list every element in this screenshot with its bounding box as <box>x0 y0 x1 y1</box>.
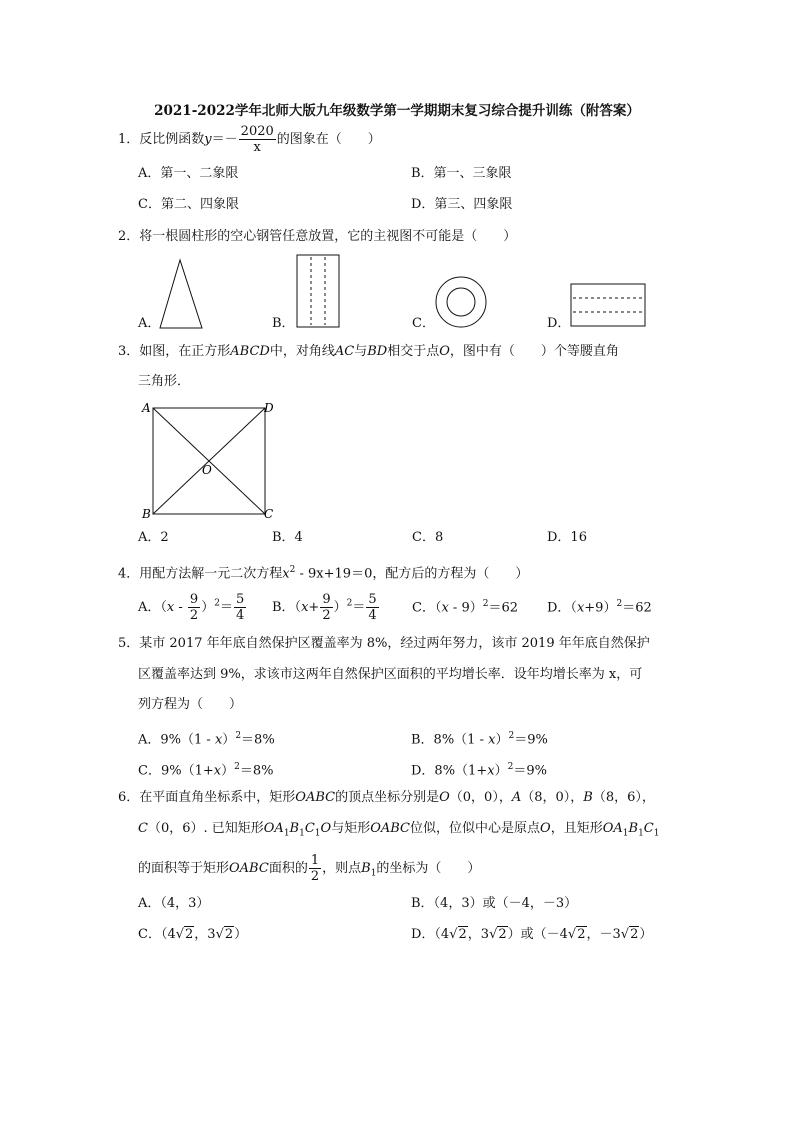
question-2-label-b: B． <box>272 316 295 331</box>
question-3-option-b: B．4 <box>272 530 303 545</box>
question-6-option-d: D．（4√2，3√2）或（－4√2，－3√2） <box>411 927 653 942</box>
question-6-option-c: C．（4√2，3√2） <box>138 927 248 942</box>
question-1-option-a: A．第一、二象限 <box>138 166 239 181</box>
question-6-stem-line-2: C（0，6）. 已知矩形$OA_1B_1C_1O$与矩形OABC位似，位似中心是原点O，且矩形$OA_1B_1C_1$ <box>138 821 660 839</box>
question-5-stem-line-1: 5．某市 2017 年年底自然保护区覆盖率为 8%，经过两年努力，该市 2019 年年底自然保护 <box>118 636 650 651</box>
question-3-option-c: C．8 <box>412 530 444 545</box>
question-2-label-c: C． <box>412 316 435 331</box>
question-4-stem: 4．用配方法解一元二次方程$x^2 - 9x+19=0$，配方后的方程为（ ） <box>118 565 529 582</box>
concentric-circles-figure <box>434 275 490 331</box>
rectangle-dashed-verticals-figure <box>296 254 342 330</box>
question-5-option-b: B．8%（1 - x）$^2$＝9% <box>411 731 548 748</box>
question-3-option-a: A．2 <box>138 530 169 545</box>
vertex-label-a: A <box>142 401 151 415</box>
question-3-option-d: D．16 <box>547 530 587 545</box>
fraction: $\frac{2020}{x}$ <box>240 124 274 155</box>
triangle-figure <box>158 258 206 330</box>
question-1-stem: 1．反比例函数y＝－ $\frac{2020}{x}$ 的图象在（ ） <box>118 124 381 155</box>
question-4-option-a: A．（x - $\frac{9}{2}$ ）$^2$＝ $\frac{5}{4}$ <box>138 592 245 623</box>
question-5-option-d: D．$8\%(1+x)^2=9\%$ <box>411 762 547 779</box>
question-4-option-b: B．（x+ $\frac{9}{2}$ ）$^2$＝ $\frac{5}{4}$ <box>272 592 377 623</box>
question-5-stem-line-2: 区覆盖率达到 9%，求该市这两年自然保护区面积的平均增长率．设年均增长率为 x，可 <box>138 667 643 682</box>
square-diagonals-figure <box>140 398 280 524</box>
question-2-stem: 2．将一根圆柱形的空心钢管任意放置，它的主视图不可能是（ ） <box>118 229 517 244</box>
center-label-o: O <box>202 463 212 477</box>
question-4-option-c: C．（x - 9）$^2$＝62 <box>412 599 519 616</box>
question-3-stem-line-1: 3．如图，在正方形ABCD中，对角线AC与BD相交于点O，图中有（ ）个等腰直角 <box>118 344 619 359</box>
question-5-option-a: A．9%（1 - x）$^2$＝8% <box>138 731 275 748</box>
vertex-label-c: C <box>264 507 274 521</box>
rectangle-dashed-horizontals-figure <box>570 283 648 329</box>
page-title: 2021-2022学年北师大版九年级数学第一学期期末复习综合提升训练（附答案） <box>154 103 640 119</box>
question-1-option-c: C．第二、四象限 <box>138 197 239 212</box>
question-2-label-a: A． <box>138 316 161 331</box>
question-1-option-b: B．第一、三象限 <box>411 166 512 181</box>
vertex-label-d: D <box>264 401 274 415</box>
question-6-option-b: B．（4，3）或（－4，－3） <box>411 896 578 911</box>
question-1-option-d: D．第三、四象限 <box>411 197 513 212</box>
question-5-option-c: C．$9\%(1+x)^2=8\%$ <box>138 762 274 779</box>
vertex-label-b: B <box>142 507 151 521</box>
question-4-option-d: D．$(x+9)^2=62$ <box>547 599 652 616</box>
question-6-stem-line-1: 6．在平面直角坐标系中，矩形OABC的顶点坐标分别是O（0，0），A（8，0），B（8，6）， <box>118 790 655 805</box>
question-3-stem-line-2: 三角形． <box>138 374 191 389</box>
question-6-option-a: A．（4，3） <box>138 896 210 911</box>
question-5-stem-line-3: 列方程为（ ） <box>138 697 243 712</box>
question-2-label-d: D． <box>547 316 571 331</box>
question-6-stem-line-3: 的面积等于矩形OABC面积的 $\frac{1}{2}$ ，则点$B_1$的坐标为（ ） <box>138 853 481 884</box>
